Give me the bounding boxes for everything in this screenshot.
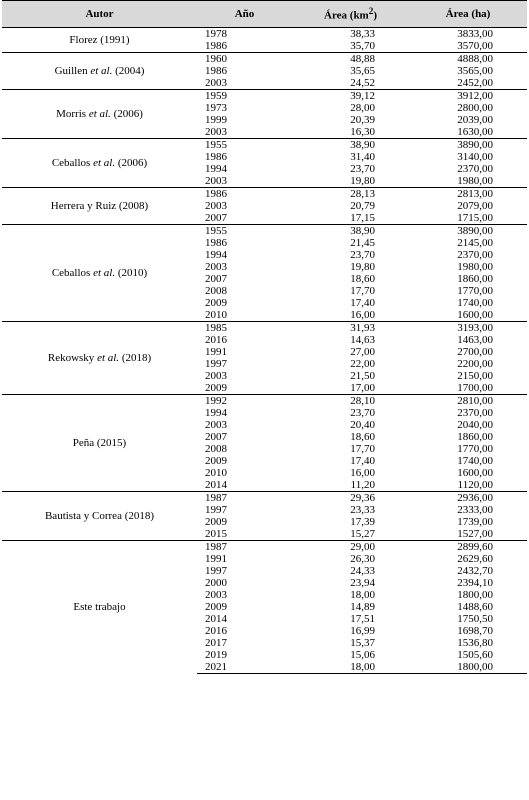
area-ha-cell: 3833,00 bbox=[409, 28, 527, 41]
area-km2-cell: 18,60 bbox=[350, 431, 375, 443]
author-cell: Bautista y Correa (2018) bbox=[2, 492, 197, 541]
area-ha-cell: 2394,10 bbox=[457, 577, 493, 589]
area-km2-cell: 15,06 bbox=[350, 649, 375, 661]
table-row bbox=[2, 188, 527, 201]
area-ha-cell: 2629,60 bbox=[457, 553, 493, 565]
area-ha-cell: 2452,00 bbox=[457, 77, 493, 89]
area-table bbox=[2, 0, 527, 674]
area-km2-cell: 29,00 bbox=[292, 541, 409, 554]
header-year: Año bbox=[197, 1, 292, 28]
area-km2-cell: 28,00 bbox=[350, 102, 375, 114]
year-cell: 1991 bbox=[205, 346, 227, 358]
year-cell: 1986 bbox=[197, 188, 292, 201]
year-cell: 2003 bbox=[205, 589, 227, 601]
year-cell: 2009 bbox=[205, 382, 227, 394]
area-ha-cell: 1527,00 bbox=[457, 528, 493, 540]
area-km2-cell: 11,20 bbox=[350, 479, 375, 491]
year-cell: 1985 bbox=[197, 322, 292, 335]
area-ha-cell: 2333,00 bbox=[457, 504, 493, 516]
area-km2-cell: 28,10 bbox=[292, 395, 409, 408]
area-km2-cell: 24,33 bbox=[350, 565, 375, 577]
table-row bbox=[2, 139, 527, 152]
area-ha-cell: 1980,00 bbox=[457, 175, 493, 187]
year-cell: 2009 bbox=[205, 455, 227, 467]
year-cell: 1987 bbox=[197, 492, 292, 505]
year-cell: 1986 bbox=[205, 237, 227, 249]
area-km2-cell: 20,39 bbox=[350, 114, 375, 126]
year-cell: 2003 bbox=[205, 261, 227, 273]
area-ha-cell: 1770,00 bbox=[457, 443, 493, 455]
area-km2-cell: 23,94 bbox=[350, 577, 375, 589]
area-km2-cell: 14,89 bbox=[350, 601, 375, 613]
year-cell: 1959 bbox=[197, 90, 292, 103]
year-cell: 2003 bbox=[205, 200, 227, 212]
year-cell: 2009 bbox=[205, 516, 227, 528]
year-cell: 2008 bbox=[205, 285, 227, 297]
area-ha-cell: 1739,00 bbox=[457, 516, 493, 528]
year-cell: 1999 bbox=[205, 114, 227, 126]
year-cell: 2014 bbox=[205, 613, 227, 625]
area-ha-cell: 2813,00 bbox=[409, 188, 527, 201]
year-cell: 2003 bbox=[205, 126, 227, 138]
area-ha-cell: 2432,70 bbox=[457, 565, 493, 577]
area-km2-cell: 31,40 bbox=[350, 151, 375, 163]
area-ha-cell: 1750,50 bbox=[457, 613, 493, 625]
author-cell: Herrera y Ruiz (2008) bbox=[2, 188, 197, 225]
area-ha-cell: 2079,00 bbox=[457, 200, 493, 212]
area-ha-cell: 1860,00 bbox=[457, 431, 493, 443]
area-km2-cell: 17,39 bbox=[350, 516, 375, 528]
year-cell: 2003 bbox=[205, 175, 227, 187]
area-ha-cell: 2810,00 bbox=[409, 395, 527, 408]
area-km2-cell: 18,00 bbox=[350, 589, 375, 601]
year-cell: 1978 bbox=[197, 28, 292, 41]
year-cell: 2010 bbox=[205, 309, 227, 321]
area-km2-cell: 17,70 bbox=[350, 285, 375, 297]
area-km2-cell: 17,40 bbox=[350, 297, 375, 309]
header-area-ha: Área (ha) bbox=[409, 1, 527, 28]
area-km2-cell: 15,37 bbox=[350, 637, 375, 649]
area-ha-cell: 2370,00 bbox=[457, 407, 493, 419]
area-km2-cell: 14,63 bbox=[350, 334, 375, 346]
year-cell: 1973 bbox=[205, 102, 227, 114]
year-cell: 1987 bbox=[197, 541, 292, 554]
year-cell: 2016 bbox=[205, 625, 227, 637]
year-cell: 1986 bbox=[205, 40, 227, 52]
area-ha-cell: 1698,70 bbox=[457, 625, 493, 637]
area-km2-cell: 31,93 bbox=[292, 322, 409, 335]
year-cell: 2014 bbox=[205, 479, 227, 491]
year-cell: 2017 bbox=[205, 637, 227, 649]
table-row bbox=[2, 53, 527, 66]
year-cell: 2021 bbox=[197, 661, 292, 674]
area-km2-cell: 19,80 bbox=[350, 261, 375, 273]
author-cell: Peña (2015) bbox=[2, 395, 197, 492]
area-km2-cell: 21,45 bbox=[350, 237, 375, 249]
area-ha-cell: 2370,00 bbox=[457, 163, 493, 175]
area-km2-cell: 16,99 bbox=[350, 625, 375, 637]
header-author: Autor bbox=[2, 1, 197, 28]
area-ha-cell: 1600,00 bbox=[457, 309, 493, 321]
year-cell: 2009 bbox=[205, 297, 227, 309]
area-ha-cell: 2150,00 bbox=[457, 370, 493, 382]
table-row bbox=[2, 225, 527, 238]
year-cell: 2010 bbox=[205, 467, 227, 479]
table-body bbox=[2, 28, 527, 674]
area-ha-cell: 3565,00 bbox=[457, 65, 493, 77]
area-km2-cell: 38,90 bbox=[292, 139, 409, 152]
area-ha-cell: 2200,00 bbox=[457, 358, 493, 370]
area-km2-cell: 18,00 bbox=[292, 661, 409, 674]
area-ha-cell: 4888,00 bbox=[409, 53, 527, 66]
area-ha-cell: 2040,00 bbox=[457, 419, 493, 431]
area-km2-cell: 17,40 bbox=[350, 455, 375, 467]
year-cell: 2007 bbox=[205, 273, 227, 285]
area-km2-cell: 24,52 bbox=[350, 77, 375, 89]
area-ha-cell: 2145,00 bbox=[457, 237, 493, 249]
table-row bbox=[2, 492, 527, 505]
year-cell: 1992 bbox=[197, 395, 292, 408]
area-ha-cell: 3570,00 bbox=[457, 40, 493, 52]
area-km2-cell: 38,90 bbox=[292, 225, 409, 238]
table-row bbox=[2, 322, 527, 335]
area-ha-cell: 3193,00 bbox=[409, 322, 527, 335]
year-cell: 1955 bbox=[197, 139, 292, 152]
year-cell: 2007 bbox=[205, 431, 227, 443]
year-cell: 2003 bbox=[205, 370, 227, 382]
area-ha-cell: 1800,00 bbox=[457, 589, 493, 601]
area-km2-cell: 38,33 bbox=[292, 28, 409, 41]
area-km2-cell: 27,00 bbox=[350, 346, 375, 358]
year-cell: 2003 bbox=[205, 77, 227, 89]
area-ha-cell: 1600,00 bbox=[457, 467, 493, 479]
author-cell: Florez (1991) bbox=[2, 28, 197, 53]
year-cell: 2009 bbox=[205, 601, 227, 613]
area-km2-cell: 26,30 bbox=[350, 553, 375, 565]
year-cell: 1997 bbox=[205, 358, 227, 370]
area-ha-cell: 2700,00 bbox=[457, 346, 493, 358]
area-ha-cell: 2800,00 bbox=[457, 102, 493, 114]
area-ha-cell: 1980,00 bbox=[457, 261, 493, 273]
area-ha-cell: 2370,00 bbox=[457, 249, 493, 261]
year-cell: 2015 bbox=[205, 528, 227, 540]
area-km2-cell: 35,70 bbox=[350, 40, 375, 52]
area-km2-cell: 17,00 bbox=[350, 382, 375, 394]
area-ha-cell: 3890,00 bbox=[409, 225, 527, 238]
area-ha-cell: 1700,00 bbox=[457, 382, 493, 394]
area-km2-cell: 23,70 bbox=[350, 407, 375, 419]
year-cell: 1986 bbox=[205, 151, 227, 163]
table-row bbox=[2, 28, 527, 41]
year-cell: 2016 bbox=[205, 334, 227, 346]
header-row bbox=[2, 1, 527, 28]
year-cell: 1997 bbox=[205, 565, 227, 577]
area-ha-cell: 2039,00 bbox=[457, 114, 493, 126]
area-km2-cell: 18,60 bbox=[350, 273, 375, 285]
area-ha-cell: 1715,00 bbox=[457, 212, 493, 224]
area-ha-cell: 2936,00 bbox=[409, 492, 527, 505]
year-cell: 1960 bbox=[197, 53, 292, 66]
area-ha-cell: 1860,00 bbox=[457, 273, 493, 285]
area-km2-cell: 48,88 bbox=[292, 53, 409, 66]
year-cell: 1986 bbox=[205, 65, 227, 77]
area-km2-cell: 35,65 bbox=[350, 65, 375, 77]
year-cell: 2000 bbox=[205, 577, 227, 589]
area-km2-cell: 22,00 bbox=[350, 358, 375, 370]
year-cell: 1994 bbox=[205, 407, 227, 419]
author-cell: Morris et al. (2006) bbox=[2, 90, 197, 139]
area-ha-cell: 1740,00 bbox=[457, 297, 493, 309]
area-ha-cell: 1770,00 bbox=[457, 285, 493, 297]
area-ha-cell: 3140,00 bbox=[457, 151, 493, 163]
year-cell: 2008 bbox=[205, 443, 227, 455]
year-cell: 1955 bbox=[197, 225, 292, 238]
area-km2-cell: 16,30 bbox=[350, 126, 375, 138]
area-km2-cell: 16,00 bbox=[350, 309, 375, 321]
table-row bbox=[2, 90, 527, 103]
area-ha-cell: 3890,00 bbox=[409, 139, 527, 152]
area-km2-cell: 15,27 bbox=[350, 528, 375, 540]
area-km2-cell: 28,13 bbox=[292, 188, 409, 201]
year-cell: 1994 bbox=[205, 249, 227, 261]
area-km2-cell: 20,40 bbox=[350, 419, 375, 431]
author-cell: Guillen et al. (2004) bbox=[2, 53, 197, 90]
author-cell: Rekowsky et al. (2018) bbox=[2, 322, 197, 395]
area-km2-cell: 21,50 bbox=[350, 370, 375, 382]
area-ha-cell: 1463,00 bbox=[457, 334, 493, 346]
area-ha-cell: 1120,00 bbox=[457, 479, 493, 491]
area-ha-cell: 1488,60 bbox=[457, 601, 493, 613]
area-ha-cell: 2899,60 bbox=[409, 541, 527, 554]
author-cell: Este trabajo bbox=[2, 541, 197, 674]
area-km2-cell: 19,80 bbox=[350, 175, 375, 187]
area-km2-cell: 39,12 bbox=[292, 90, 409, 103]
year-cell: 2003 bbox=[205, 419, 227, 431]
year-cell: 1991 bbox=[205, 553, 227, 565]
area-km2-cell: 29,36 bbox=[292, 492, 409, 505]
area-km2-cell: 17,70 bbox=[350, 443, 375, 455]
year-cell: 2007 bbox=[205, 212, 227, 224]
table-row bbox=[2, 541, 527, 554]
area-km2-cell: 23,33 bbox=[350, 504, 375, 516]
header-area-km2: Área $(km^2)$ bbox=[292, 1, 409, 28]
area-km2-cell: 17,15 bbox=[350, 212, 375, 224]
author-cell: Ceballos et al. (2010) bbox=[2, 225, 197, 322]
area-ha-cell: 1536,80 bbox=[457, 637, 493, 649]
area-km2-cell: 17,51 bbox=[350, 613, 375, 625]
area-ha-cell: 1505,60 bbox=[457, 649, 493, 661]
author-cell: Ceballos et al. (2006) bbox=[2, 139, 197, 188]
table-row bbox=[2, 395, 527, 408]
area-km2-cell: 16,00 bbox=[350, 467, 375, 479]
area-ha-cell: 3912,00 bbox=[409, 90, 527, 103]
year-cell: 2019 bbox=[205, 649, 227, 661]
area-km2-cell: 23,70 bbox=[350, 163, 375, 175]
year-cell: 1994 bbox=[205, 163, 227, 175]
area-ha-cell: 1800,00 bbox=[409, 661, 527, 674]
area-km2-cell: 23,70 bbox=[350, 249, 375, 261]
area-ha-cell: 1740,00 bbox=[457, 455, 493, 467]
year-cell: 1997 bbox=[205, 504, 227, 516]
area-km2-cell: 20,79 bbox=[350, 200, 375, 212]
area-ha-cell: 1630,00 bbox=[457, 126, 493, 138]
